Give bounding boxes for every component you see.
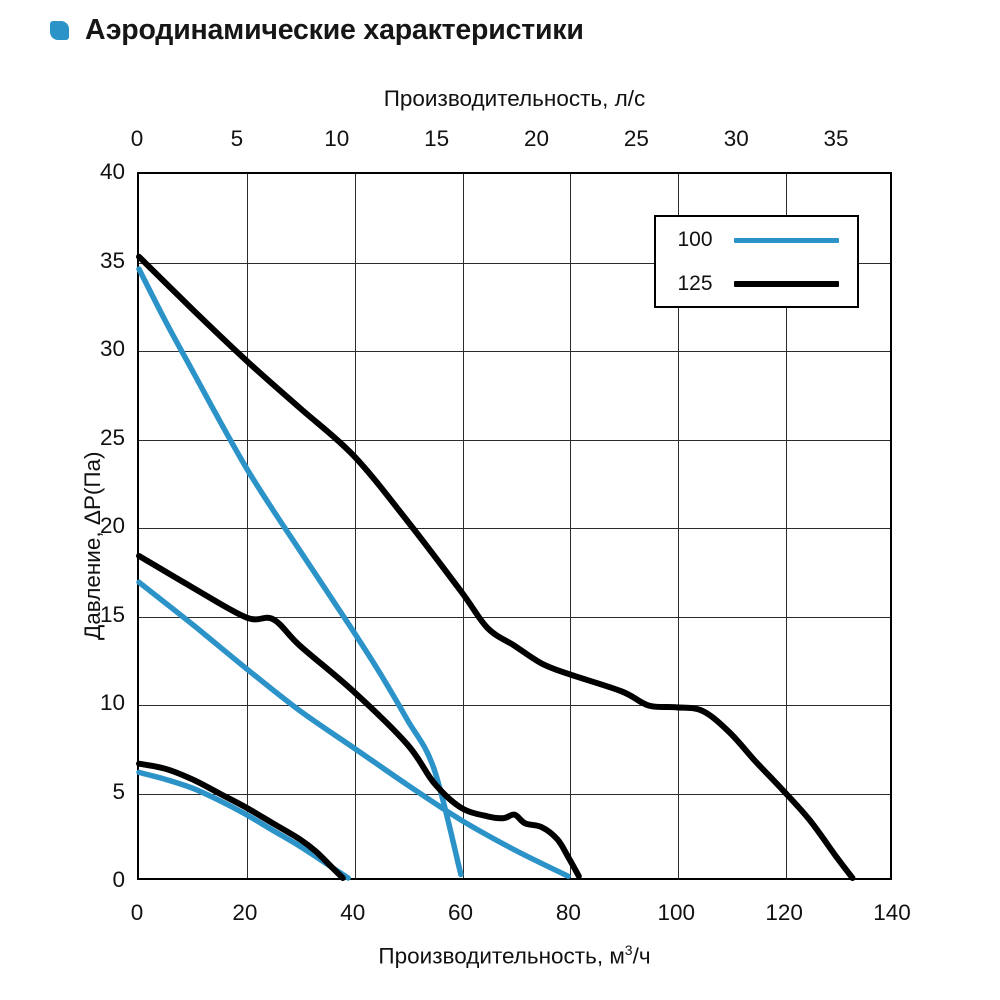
y-axis-tick-label: 35 <box>99 247 125 273</box>
x-axis-top-tick-label: 30 <box>723 126 749 151</box>
x-axis-top-title: Производительность, л/с <box>383 86 646 111</box>
legend-swatch-100 <box>734 238 839 243</box>
x-axis-top-tick-label: 5 <box>230 126 244 151</box>
y-axis-tick-label: 0 <box>112 867 125 892</box>
curve-series-2 <box>139 772 348 878</box>
y-axis-tick-label: 25 <box>99 424 125 450</box>
y-axis-tick-label: 20 <box>99 513 125 538</box>
curve-series-1 <box>139 582 568 876</box>
x-axis-bottom-tick-label: 80 <box>555 900 581 925</box>
y-axis-tick-label: 10 <box>99 690 125 715</box>
square-marker-icon <box>50 21 69 40</box>
curve-series-3 <box>139 257 852 878</box>
x-axis-bottom-title: Производительность, $м^3/ч$ <box>378 942 651 969</box>
y-axis-tick-label: 15 <box>99 601 125 627</box>
page-title-text: Аэродинамические характеристики <box>85 14 584 46</box>
x-axis-top-tick-label: 10 <box>324 126 350 151</box>
x-axis-top-tick-label: 15 <box>424 126 450 151</box>
x-axis-top-tick-label: 20 <box>523 126 549 151</box>
page-title <box>50 14 584 47</box>
chart-legend <box>654 215 859 308</box>
y-axis-tick-label: 30 <box>99 336 125 361</box>
y-axis-title: Давление, ΔP(Па) <box>80 451 105 640</box>
legend-item-100 <box>656 217 857 263</box>
x-axis-top-tick-label: 35 <box>823 126 849 151</box>
legend-item-125 <box>656 261 857 307</box>
x-axis-bottom-tick-label: 120 <box>765 900 803 925</box>
x-axis-bottom-tick-label: 40 <box>340 900 366 925</box>
legend-label-100: 100 <box>677 228 713 251</box>
y-axis-tick-label: 40 <box>99 159 125 184</box>
x-axis-bottom-tick-label: 60 <box>448 900 474 925</box>
legend-swatch-125 <box>734 281 839 287</box>
x-axis-bottom-tick-label: 20 <box>232 900 258 925</box>
x-axis-bottom-tick-label: 140 <box>873 900 911 925</box>
x-axis-bottom-tick-label: 0 <box>130 900 144 925</box>
curve-series-4 <box>139 556 579 876</box>
x-axis-top-tick-label: 0 <box>130 126 144 151</box>
y-axis-tick-label: 5 <box>112 778 125 804</box>
x-axis-top-tick-label: 25 <box>623 126 649 151</box>
x-axis-bottom-tick-label: 100 <box>657 900 696 925</box>
legend-label-125: 125 <box>677 272 713 295</box>
